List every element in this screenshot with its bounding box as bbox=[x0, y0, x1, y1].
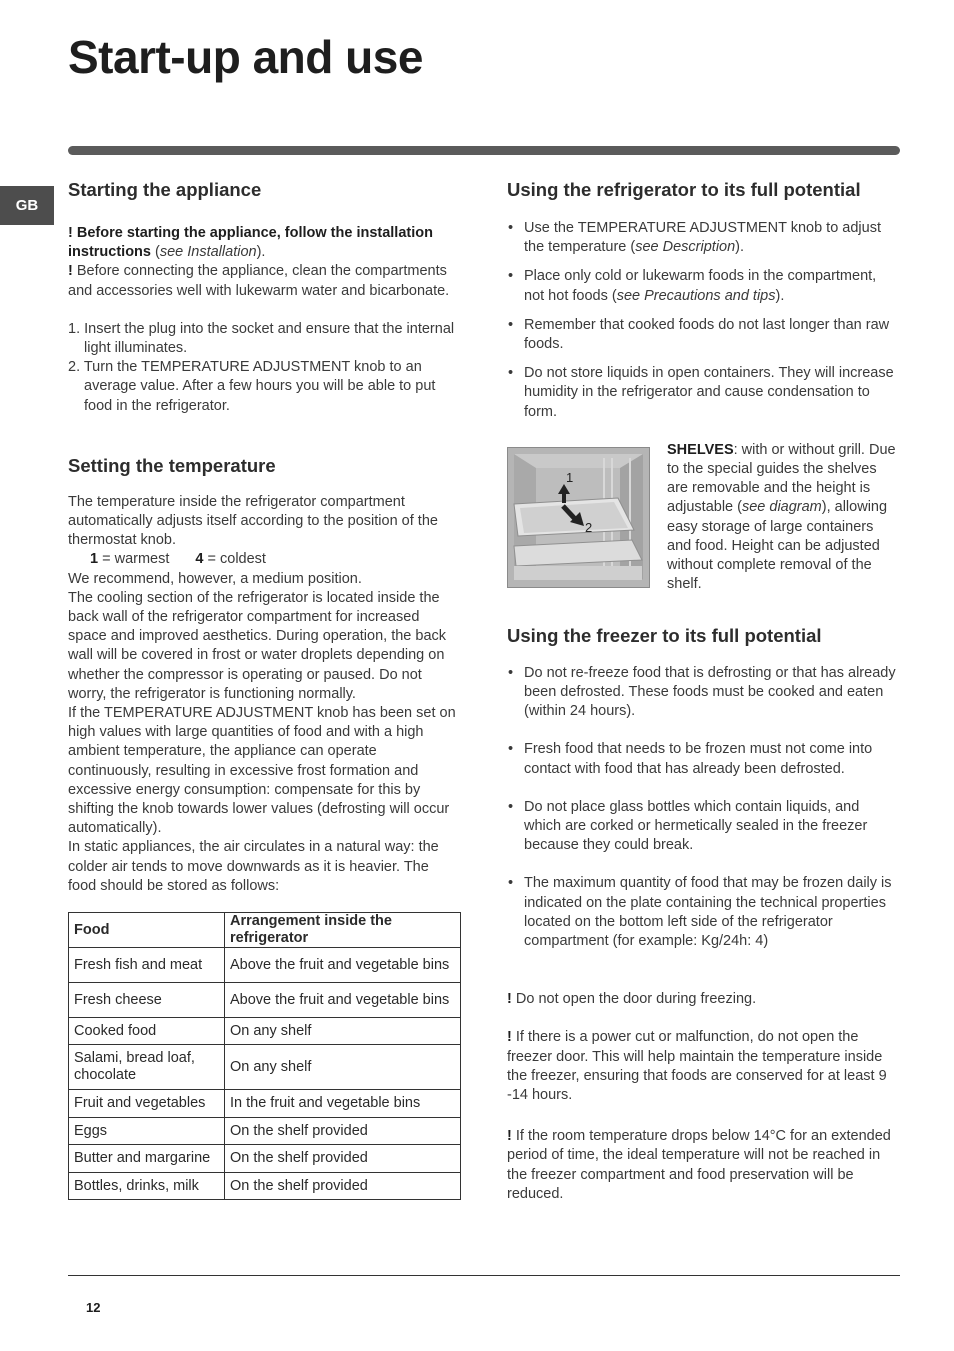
title-divider bbox=[68, 146, 900, 155]
freezer-warning: ! If there is a power cut or malfunction, do not open the freezer door. This will help maintain the temperature inside the freezer, ensuring that foods are conserved for at least 9 -14 hours. bbox=[507, 1029, 887, 1104]
step-item: 1. Insert the plug into the socket and ensure that the internal light illuminates. bbox=[68, 320, 455, 357]
freezer-warning: ! If the room temperature drops below 14°C for an extended period of time, the ideal temperature will not be reached in the freezer compartment and food preservation will be reduced. bbox=[507, 1128, 891, 1202]
table-row: Fresh cheese Above the fruit and vegetable bins bbox=[69, 983, 461, 1018]
temperature-static: In static appliances, the air circulates in a natural way: the colder air tends to move downwards as it is heavier. The food should be stored as follows: bbox=[68, 839, 439, 894]
temperature-intro: The temperature inside the refrigerator compartment automatically adjusts itself according to the position of the thermostat knob. bbox=[68, 493, 438, 549]
table-row: Butter and margarine On the shelf provided bbox=[69, 1145, 461, 1173]
temperature-recommend: We recommend, however, a medium position. bbox=[68, 570, 362, 587]
shelves-section bbox=[507, 441, 900, 591]
temperature-scale: 1 = warmest 4 = coldest bbox=[90, 551, 266, 568]
table-header: Arrangement inside the refrigerator bbox=[225, 913, 461, 948]
list-item: • Do not place glass bottles which contain liquids, and which are corked or hermetically sealed in the freezer because they could break. bbox=[507, 798, 900, 856]
table-row: Cooked food On any shelf bbox=[69, 1018, 461, 1045]
list-item: • The maximum quantity of food that may be frozen daily is indicated on the plate containing the technical properties located on the bottom left side of the refrigerator compartment (for example: Kg/24h: 4) bbox=[507, 874, 900, 951]
shelf-diagram bbox=[507, 447, 650, 588]
freezer-heading: Using the freezer to its full potential bbox=[507, 624, 822, 646]
starting-heading: Starting the appliance bbox=[68, 179, 262, 200]
page-number: 12 bbox=[86, 1300, 101, 1315]
language-tab: GB bbox=[0, 186, 54, 225]
list-item: • Remember that cooked foods do not last longer than raw foods. bbox=[507, 316, 900, 354]
start-steps bbox=[68, 320, 460, 416]
page-title: Start-up and use bbox=[68, 31, 423, 83]
warning-icon: ! bbox=[507, 1128, 512, 1145]
step-item: 2. Turn the TEMPERATURE ADJUSTMENT knob to an average value. After a few hours you will be able to put food in the refrigerator. bbox=[68, 359, 436, 414]
freezer-warning: ! Do not open the door during freezing. bbox=[507, 991, 757, 1008]
table-row: Salami, bread loaf, chocolate On any shelf bbox=[69, 1045, 461, 1090]
table-row: Fresh fish and meat Above the fruit and vegetable bins bbox=[69, 948, 461, 983]
temperature-cooling: The cooling section of the refrigerator is located inside the back wall of the refrigerator compartment for increased space and improved aesthetics. During operation, the back wall will be covered in frost or water droplets depending on whether the compressor is operating or paused. Do not worry, the refrigerator is functioning normally. bbox=[68, 589, 447, 702]
diagram-label-2: 2 bbox=[585, 519, 593, 535]
warning-icon: ! bbox=[507, 991, 512, 1008]
warning-icon: ! bbox=[68, 263, 73, 280]
precautions-ref-link[interactable]: see Precautions and tips bbox=[616, 287, 776, 304]
list-item: • Place only cold or lukewarm foods in the compartment, not hot foods (see Precautions and tips). bbox=[507, 267, 900, 305]
left-column bbox=[68, 178, 460, 1200]
table-header-row bbox=[69, 913, 461, 948]
list-item: • Use the TEMPERATURE ADJUSTMENT knob to adjust the temperature (see Description). bbox=[507, 219, 900, 257]
fridge-tips-list bbox=[507, 219, 900, 422]
warning-icon: ! bbox=[507, 1029, 512, 1046]
diagram-label-1: 1 bbox=[566, 469, 574, 485]
freezer-tips-list bbox=[507, 664, 900, 951]
install-warning: ! Before starting the appliance, follow the installation instructions (see Installation). bbox=[68, 225, 433, 261]
shelves-description: SHELVES: with or without grill. Due to the special guides the shelves are removable and the height is adjustable (see diagram), allowing easy storage of large containers and food. Height can be adjusted without complete removal of the shelf. bbox=[667, 441, 896, 593]
temperature-high-values: If the TEMPERATURE ADJUSTMENT knob has been set on high values with large quantities of food and with a high ambient temperature, the appliance can operate continuously, resulting in excessive frost formation and excessive energy consumption: compensate for this by shifting the knob towards lower values (defrosting will occur automatically). bbox=[68, 705, 456, 837]
table-header: Food bbox=[69, 913, 225, 948]
fridge-heading: Using the refrigerator to its full potential bbox=[507, 179, 861, 200]
temperature-heading: Setting the temperature bbox=[68, 454, 276, 476]
warning-icon: ! bbox=[68, 225, 73, 241]
table-row: Eggs On the shelf provided bbox=[69, 1118, 461, 1145]
diagram-ref-link[interactable]: see diagram bbox=[741, 499, 822, 516]
list-item: • Do not re-freeze food that is defrosting or that has already been defrosted. These foods must be cooked and eaten (within 24 hours). bbox=[507, 664, 900, 722]
footer-divider bbox=[68, 1275, 900, 1276]
install-ref-link[interactable]: see Installation bbox=[159, 244, 257, 261]
table-row: Fruit and vegetables In the fruit and vegetable bins bbox=[69, 1090, 461, 1118]
list-item: • Fresh food that needs to be frozen must not come into contact with food that has already been defrosted. bbox=[507, 740, 900, 778]
list-item: • Do not store liquids in open containers. They will increase humidity in the refrigerator and cause condensation to form. bbox=[507, 364, 900, 422]
right-column bbox=[507, 178, 900, 1204]
description-ref-link[interactable]: see Description bbox=[635, 239, 736, 256]
food-storage-table bbox=[68, 912, 461, 1200]
table-row: Bottles, drinks, milk On the shelf provided bbox=[69, 1173, 461, 1200]
clean-warning: ! Before connecting the appliance, clean the compartments and accessories well with lukewarm water and bicarbonate. bbox=[68, 263, 450, 299]
